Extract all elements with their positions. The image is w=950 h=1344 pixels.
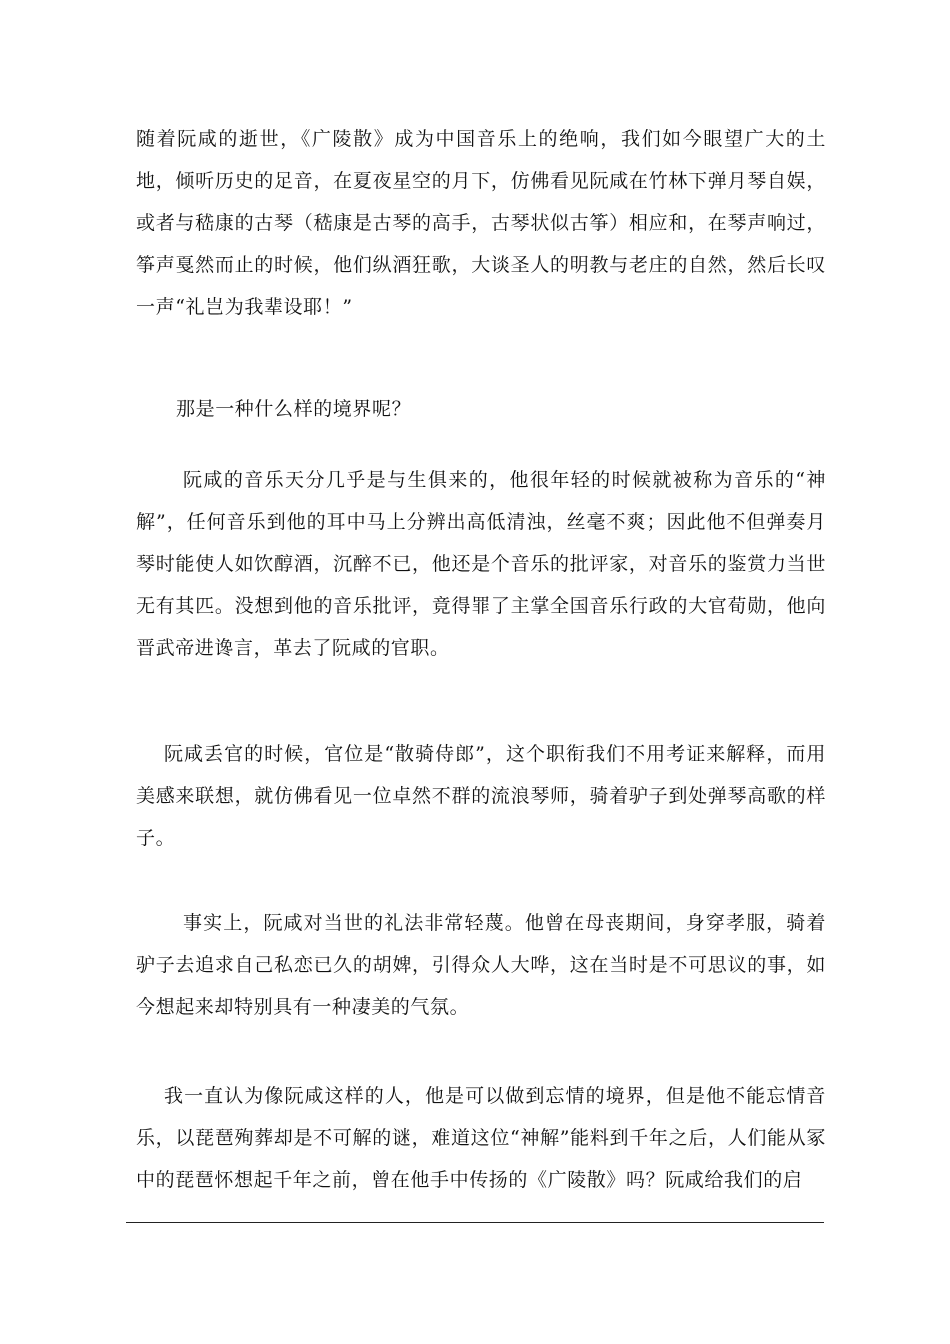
paragraph-3: 阮咸的音乐天分几乎是与生俱来的，他很年轻的时候就被称为音乐的“神解”，任何音乐到他的耳中马上分辨出高低清浊，丝毫不爽；因此他不但弹奏月琴时能使人如饮醇酒，沉醉不已，他还是个音乐的批评家，对音乐的鉴赏力当世无有其匹。没想到他的音乐批评，竟得罪了主掌全国音乐行政的大官荀勋，他向晋武帝进谗言，革去了阮咸的官职。	[136, 469, 826, 659]
paragraph-2: 那是一种什么样的境界呢？	[176, 398, 412, 420]
paragraph-6: 我一直认为像阮咸这样的人，他是可以做到忘情的境界，但是他不能忘情音乐，以琵琶殉葬却是不可解的谜，难道这位“神解”能料到千年之后，人们能从冢中的琵琶怀想起千年之前，曾在他手中传扬的《广陵散》吗？阮咸给我们的启	[136, 1085, 826, 1191]
paragraph-5: 事实上，阮咸对当世的礼法非常轻蔑。他曾在母丧期间，身穿孝服，骑着驴子去追求自己私恋已久的胡婢，引得众人大哗，这在当时是不可思议的事，如今想起来却特别具有一种凄美的气氛。	[136, 912, 826, 1018]
footer-divider	[126, 1222, 824, 1223]
paragraph-1: 随着阮咸的逝世，《广陵散》成为中国音乐上的绝响，我们如今眼望广大的土地，倾听历史的足音，在夏夜星空的月下，仿佛看见阮咸在竹林下弹月琴自娱，或者与嵇康的古琴（嵇康是古琴的高手，古琴状似古筝）相应和，在琴声响过，筝声戛然而止的时候，他们纵酒狂歌，大谈圣人的明教与老庄的自然，然后长叹一声“礼岂为我辈设耶！”	[136, 128, 826, 318]
paragraph-4: 阮咸丢官的时候，官位是“散骑侍郎”，这个职衔我们不用考证来解释，而用美感来联想，就仿佛看见一位卓然不群的流浪琴师，骑着驴子到处弹琴高歌的样子。	[136, 743, 826, 849]
